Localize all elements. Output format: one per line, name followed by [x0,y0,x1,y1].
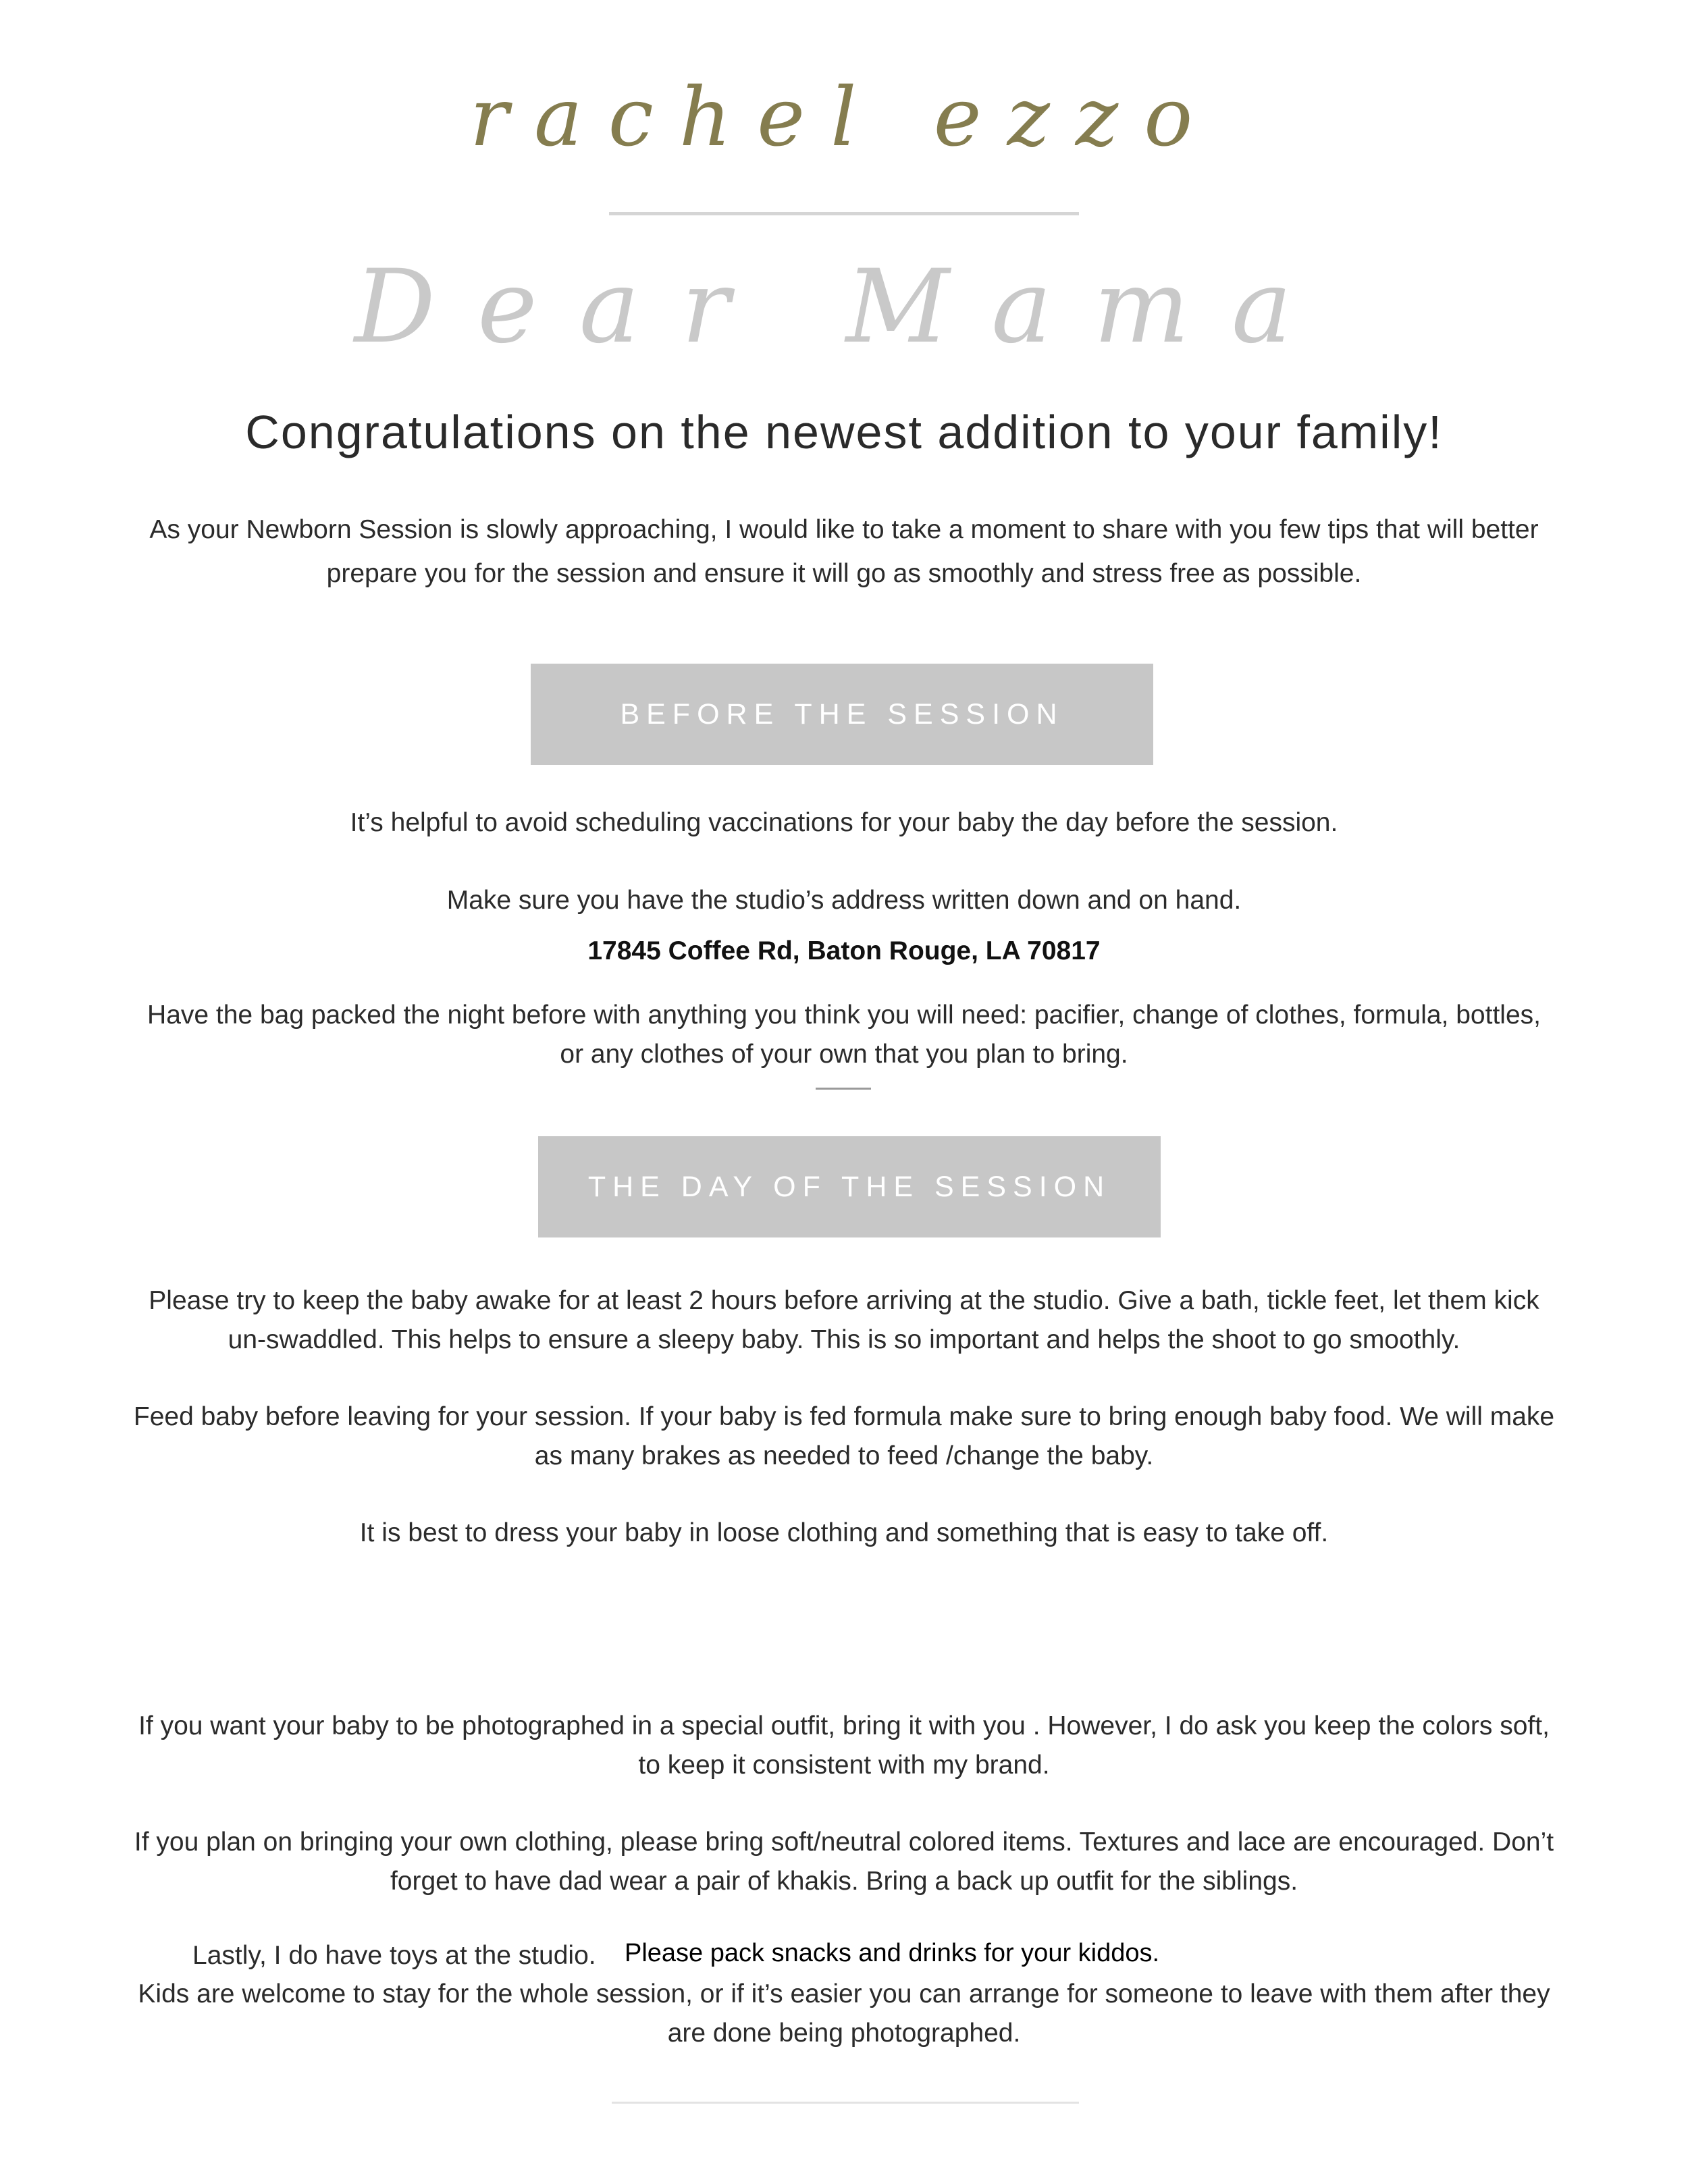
outfit-tip [54,1707,1634,1785]
outfit-tip-line: to keep it consistent with my brand. [638,1751,1050,1780]
section-banner-day-of: THE DAY OF THE SESSION [538,1136,1161,1237]
snacks-note: Please pack snacks and drinks for your kiddos. [625,1939,1160,1967]
feed-tip-line: as many brakes as needed to feed /change the baby. [534,1441,1154,1470]
bag-tip-line: or any clothes of your own that you plan to bring. [560,1040,1128,1069]
feed-tip [54,1397,1634,1476]
footer-divider [612,2102,1079,2104]
dress-tip-text: It is best to dress your baby in loose clothing and something that is easy to take off. [359,1518,1329,1547]
clothing-tip-line: forget to have dad wear a pair of khakis. Bring a back up outfit for the siblings. [390,1867,1298,1896]
script-title: Dear Mama [354,248,1334,366]
intro-line: As your Newborn Session is slowly approaching, I would like to take a moment to share with you few tips that will better [149,515,1539,544]
address-note-text: Make sure you have the studio’s address written down and on hand. [446,886,1242,915]
awake-tip [54,1281,1634,1360]
studio-address: 17845 Coffee Rd, Baton Rouge, LA 70817 [587,936,1101,965]
clothing-tip [54,1823,1634,1901]
bag-tip-line: Have the bag packed the night before with anything you think you will need: pacifier, change of clothes, formula, bottles, [147,1001,1541,1030]
intro-paragraph [54,508,1634,595]
clothing-tip-line: If you plan on bringing your own clothing, please bring soft/neutral colored items. Textures and lace are encouraged. Don’t [134,1828,1554,1857]
section-divider [816,1088,871,1090]
kids-tip [54,1975,1634,2053]
kids-tip-line: Kids are welcome to stay for the whole session, or if it’s easier you can arrange for someone to leave with them after they [138,1979,1550,2008]
outfit-tip-line: If you want your baby to be photographed in a special outfit, bring it with you . However, I do ask you keep the colors soft, [138,1711,1550,1740]
dress-tip [54,1514,1634,1553]
brand-logo: rachel ezzo [469,71,1219,165]
feed-tip-line: Feed baby before leaving for your session. If your baby is fed formula make sure to bring enough baby food. We will make [133,1402,1555,1431]
awake-tip-line: Please try to keep the baby awake for at least 2 hours before arriving at the studio. Give a bath, tickle feet, let them kick [149,1286,1539,1315]
lastly-toys-note: Lastly, I do have toys at the studio. [192,1941,596,1970]
intro-line: prepare you for the session and ensure it will go as smoothly and stress free as possible. [326,559,1362,588]
header-divider [609,212,1079,215]
bag-tip [54,996,1634,1074]
section-banner-before: BEFORE THE SESSION [531,664,1153,765]
vaccination-tip-text: It’s helpful to avoid scheduling vaccinations for your baby the day before the session. [350,808,1338,837]
awake-tip-line: un-swaddled. This helps to ensure a sleepy baby. This is so important and helps the shoot to go smoothly. [228,1325,1460,1354]
vaccination-tip [54,803,1634,843]
page-headline: Congratulations on the newest addition to your family! [245,406,1443,458]
address-note [54,881,1634,920]
kids-tip-line: are done being photographed. [667,2019,1021,2048]
